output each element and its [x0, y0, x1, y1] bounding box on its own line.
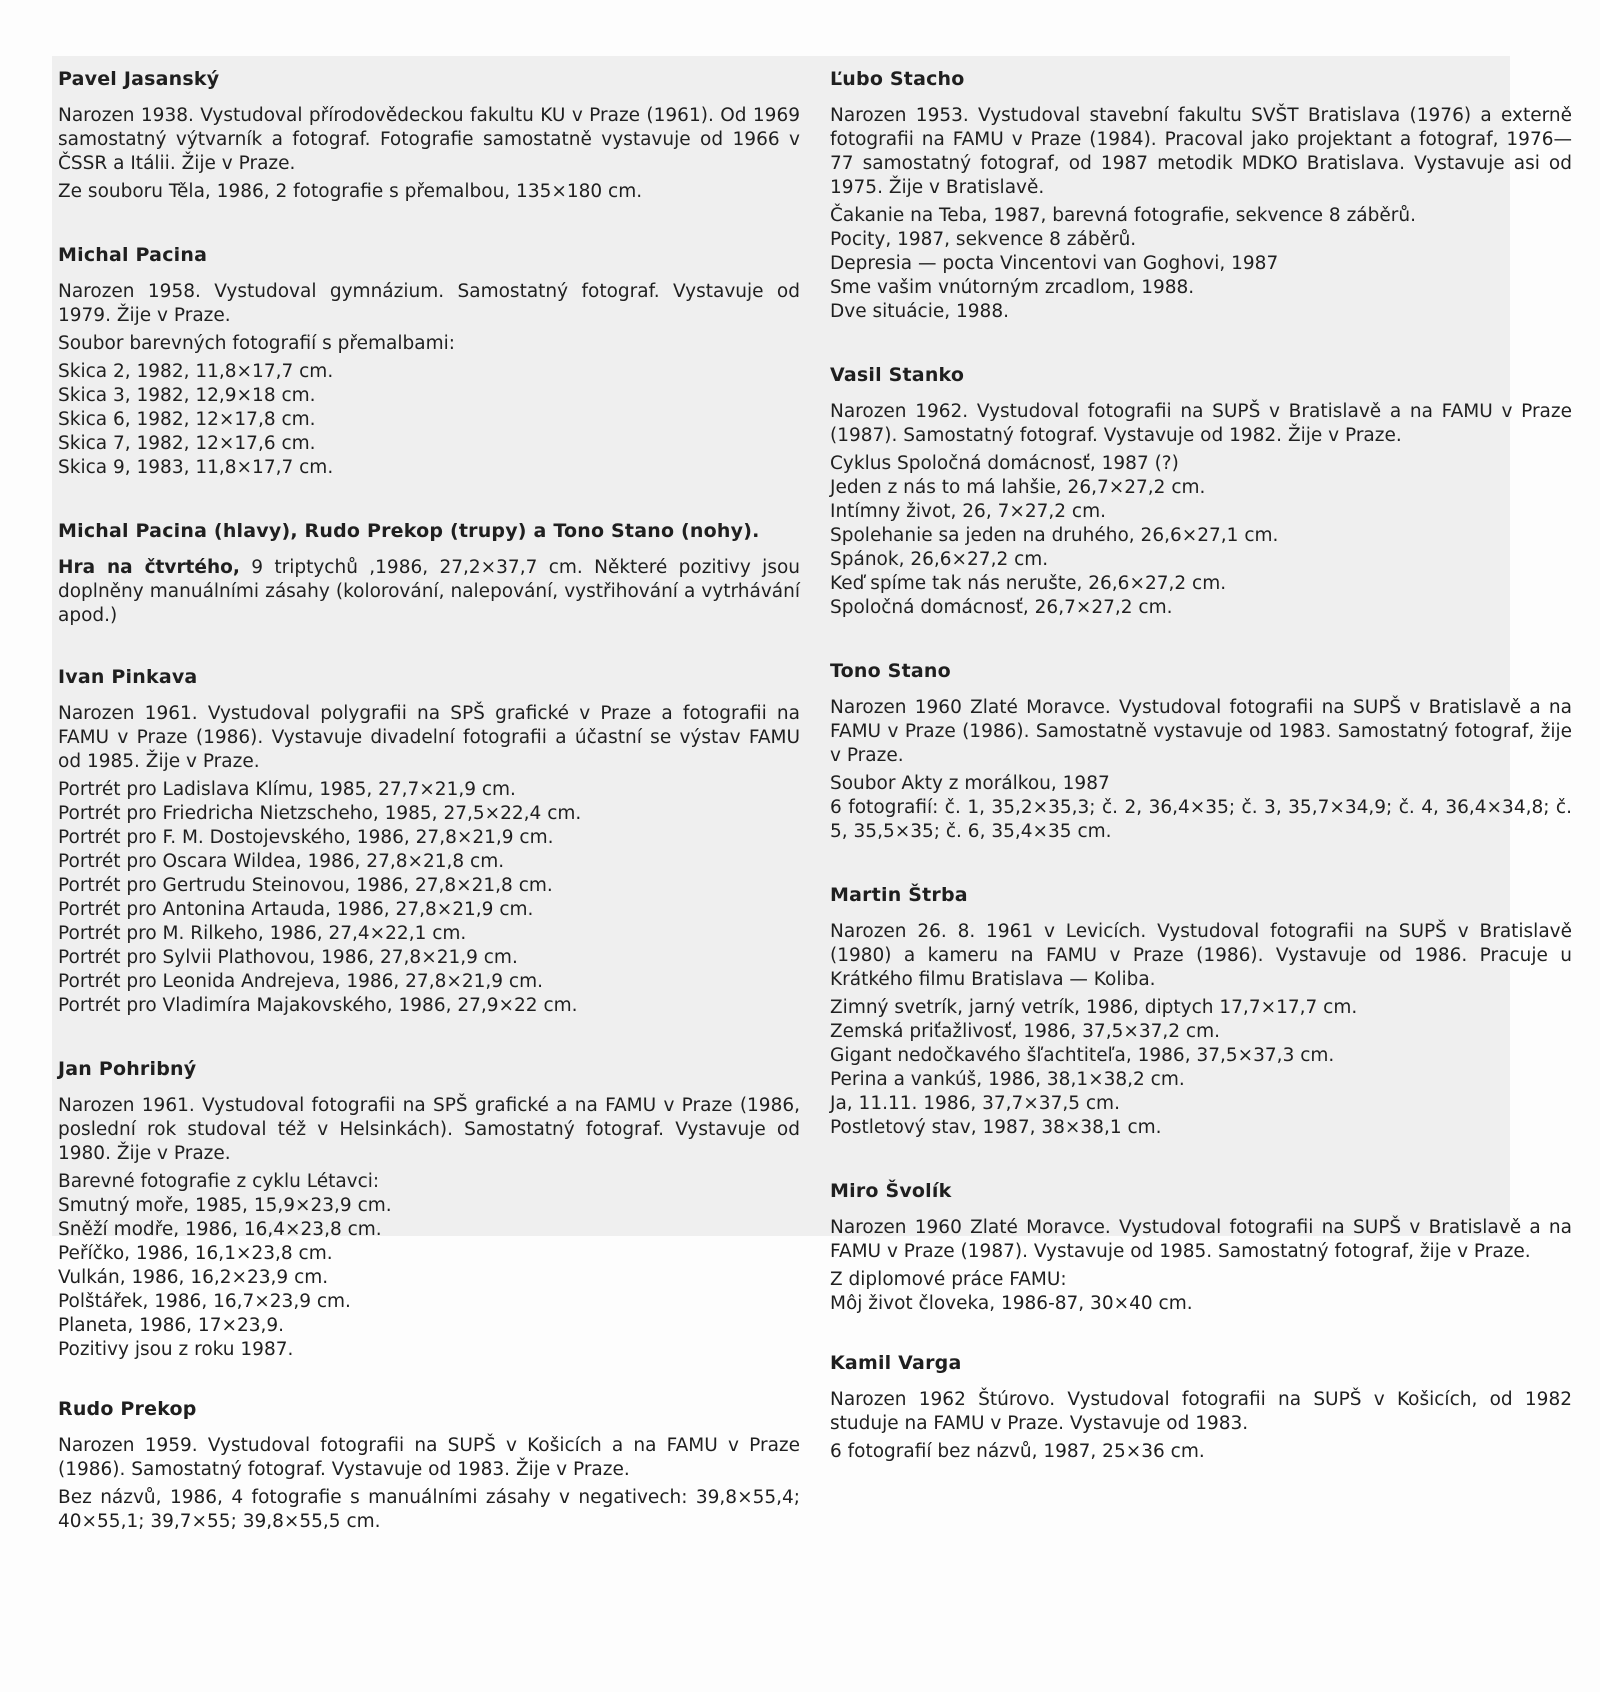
work-item: 6 fotografií: č. 1, 35,2×35,3; č. 2, 36,4×35; č. 3, 35,7×34,9; č. 4, 36,4×34,8; č. 5, 35,5×35; č. 6, 35,4×35 cm. [830, 797, 1572, 842]
work-list [58, 180, 800, 204]
work-item: Z diplomové práce FAMU: [830, 1269, 1067, 1290]
work-list [830, 204, 1572, 324]
artist-bio: Narozen 1959. Vystudoval fotografii na SUPŠ v Košicích a na FAMU v Praze (1986). Samostatný fotograf. Vystavuje od 1983. Žije v Praze. [58, 1435, 800, 1480]
artist-bio: Narozen 1960 Zlaté Moravce. Vystudoval fotografii na SUPŠ v Bratislavě a na FAMU v Praze (1987). Vystavuje od 1985. Samostatný fotograf, žije v Praze. [830, 1217, 1572, 1262]
work-item: 6 fotografií bez názvů, 1987, 25×36 cm. [830, 1441, 1205, 1462]
entry-martin-strba [830, 884, 1572, 1140]
left-column [58, 68, 800, 1568]
work-item: Portrét pro Friedricha Nietzscheho, 1985, 27,5×22,4 cm. [58, 803, 582, 824]
work-item: Skica 7, 1982, 12×17,6 cm. [58, 433, 316, 454]
work-item: Spoločná domácnosť, 26,7×27,2 cm. [830, 597, 1173, 618]
work-list [830, 772, 1572, 844]
work-title: Hra na čtvrtého, [58, 557, 240, 578]
work-item: Zimný svetrík, jarný vetrík, 1986, diptych 17,7×17,7 cm. [830, 997, 1358, 1018]
artist-name: Martin Štrba [830, 884, 968, 906]
work-description: 9 triptychů ,1986, 27,2×37,7 cm. Některé pozitivy jsou doplněny manuálními zásahy (kolorování, nalepování, vystřihování a vytrhávání apod.) [58, 557, 801, 626]
entry-collaboration [58, 520, 800, 628]
work-list [830, 996, 1572, 1140]
work-item: Portrét pro Leonida Andrejeva, 1986, 27,8×21,9 cm. [58, 971, 543, 992]
artist-bio: Narozen 1961. Vystudoval fotografii na SPŠ grafické a na FAMU v Praze (1986, poslední rok studoval též v Helsinkách). Samostatný fotograf. Vystavuje od 1980. Žije v Praze. [58, 1095, 800, 1164]
work-item: Portrét pro Oscara Wildea, 1986, 27,8×21,8 cm. [58, 851, 505, 872]
work-item: Planeta, 1986, 17×23,9. [58, 1315, 285, 1336]
work-item: Spánok, 26,6×27,2 cm. [830, 549, 1049, 570]
work-item: Pocity, 1987, sekvence 8 záběrů. [830, 229, 1137, 250]
artist-bio: Narozen 1958. Vystudoval gymnázium. Samostatný fotograf. Vystavuje od 1979. Žije v Praze. [58, 281, 800, 326]
entry-rudo-prekop [58, 1398, 800, 1534]
work-item: Keď spíme tak nás nerušte, 26,6×27,2 cm. [830, 573, 1227, 594]
work-item: Intímny život, 26, 7×27,2 cm. [830, 501, 1107, 522]
artist-bio: Narozen 1961. Vystudoval polygrafii na SPŠ grafické v Praze a fotografii na FAMU v Praze (1986). Vystavuje divadelní fotografii a účastní se výstav FAMU od 1985. Žije v Praze. [58, 703, 800, 772]
entry-jan-pohribny [58, 1058, 800, 1362]
work-list [830, 1440, 1572, 1464]
work-item: Portrét pro M. Rilkeho, 1986, 27,4×22,1 cm. [58, 923, 467, 944]
artist-bio: Narozen 1962. Vystudoval fotografii na SUPŠ v Bratislavě a na FAMU v Praze (1987). Samostatný fotograf. Vystavuje od 1982. Žije v Praze. [830, 401, 1572, 446]
work-item: Portrét pro Ladislava Klímu, 1985, 27,7×21,9 cm. [58, 779, 516, 800]
work-item: Polštářek, 1986, 16,7×23,9 cm. [58, 1291, 351, 1312]
entry-pavel-jasansky [58, 68, 800, 204]
artist-name: Rudo Prekop [58, 1398, 197, 1420]
artist-bio: Narozen 26. 8. 1961 v Levicích. Vystudoval fotografii na SUPŠ v Bratislavě (1980) a kameru na FAMU v Praze (1986). Vystavuje od 1986. Pracuje u Krátkého filmu Bratislava — Koliba. [830, 921, 1572, 990]
artist-name: Tono Stano [830, 660, 951, 682]
artist-name: Vasil Stanko [830, 364, 965, 386]
work-item: Vulkán, 1986, 16,2×23,9 cm. [58, 1267, 329, 1288]
work-list [58, 360, 800, 480]
entry-tono-stano [830, 660, 1572, 844]
work-item: Dve situácie, 1988. [830, 301, 1009, 322]
artist-name: Ľubo Stacho [830, 68, 965, 90]
work-item: Portrét pro Antonina Artauda, 1986, 27,8×21,9 cm. [58, 899, 534, 920]
work-item: Cyklus Spoločná domácnosť, 1987 (?) [830, 453, 1179, 474]
work-item: Depresia — pocta Vincentovi van Goghovi, 1987 [830, 253, 1279, 274]
work-list [58, 1486, 800, 1534]
work-item: Skica 2, 1982, 11,8×17,7 cm. [58, 361, 334, 382]
work-item: Skica 6, 1982, 12×17,8 cm. [58, 409, 316, 430]
work-item: Ja, 11.11. 1986, 37,7×37,5 cm. [830, 1093, 1120, 1114]
work-item: Gigant nedočkavého šľachtiteľa, 1986, 37,5×37,3 cm. [830, 1045, 1335, 1066]
work-item: Barevné fotografie z cyklu Létavci: [58, 1171, 380, 1192]
entry-ivan-pinkava [58, 666, 800, 1018]
entry-lubo-stacho [830, 68, 1572, 324]
work-item: Bez názvů, 1986, 4 fotografie s manuálními zásahy v negativech: 39,8×55,4; 40×55,1; 39,7×55; 39,8×55,5 cm. [58, 1487, 800, 1532]
right-column [830, 68, 1572, 1498]
work-item: Pozitivy jsou z roku 1987. [58, 1339, 294, 1360]
entry-vasil-stanko [830, 364, 1572, 620]
artist-bio: Narozen 1960 Zlaté Moravce. Vystudoval fotografii na SUPŠ v Bratislavě a na FAMU v Praze (1986). Samostatně vystavuje od 1983. Samostatný fotograf, žije v Praze. [830, 697, 1572, 766]
work-item: Skica 9, 1983, 11,8×17,7 cm. [58, 457, 334, 478]
work-item: Postletový stav, 1987, 38×38,1 cm. [830, 1117, 1162, 1138]
artist-name: Michal Pacina [58, 244, 208, 266]
artist-bio: Narozen 1953. Vystudoval stavební fakultu SVŠT Bratislava (1976) a externě fotografii na FAMU v Praze (1984). Pracoval jako projektant a fotograf, 1976—77 samostatný fotograf, od 1987 metodik MDKO Bratislava. Vystavuje asi od 1975. Žije v Bratislavě. [830, 105, 1572, 198]
work-item: Portrét pro F. M. Dostojevského, 1986, 27,8×21,9 cm. [58, 827, 554, 848]
artist-name: Michal Pacina (hlavy), Rudo Prekop (trupy) a Tono Stano (nohy). [58, 520, 760, 542]
entry-miro-svolik [830, 1180, 1572, 1316]
work-list [830, 1268, 1572, 1316]
work-item: Skica 3, 1982, 12,9×18 cm. [58, 385, 316, 406]
artist-bio: Narozen 1938. Vystudoval přírodovědeckou fakultu KU v Praze (1961). Od 1969 samostatný výtvarník a fotograf. Fotografie samostatně vystavuje od 1966 v ČSSR a Itálii. Žije v Praze. [58, 105, 800, 174]
work-item: Sme vašim vnútorným zrcadlom, 1988. [830, 277, 1195, 298]
artist-name: Pavel Jasanský [58, 68, 220, 90]
work-item: Zemská priťažlivosť, 1986, 37,5×37,2 cm. [830, 1021, 1220, 1042]
work-item: Jeden z nás to má lahšie, 26,7×27,2 cm. [830, 477, 1206, 498]
artist-name: Jan Pohribný [58, 1058, 197, 1080]
entry-kamil-varga [830, 1352, 1572, 1464]
work-item: Portrét pro Vladimíra Majakovského, 1986, 27,9×22 cm. [58, 995, 578, 1016]
work-item: Spolehanie sa jeden na druhého, 26,6×27,1 cm. [830, 525, 1279, 546]
work-item: Sněží modře, 1986, 16,4×23,8 cm. [58, 1219, 382, 1240]
artist-bio [58, 556, 800, 628]
artist-name: Miro Švolík [830, 1180, 952, 1202]
work-item: Môj život človeka, 1986-87, 30×40 cm. [830, 1293, 1193, 1314]
work-list [58, 1170, 800, 1362]
work-item: Ze souboru Těla, 1986, 2 fotografie s přemalbou, 135×180 cm. [58, 181, 643, 202]
work-list [830, 452, 1572, 620]
work-item: Smutný moře, 1985, 15,9×23,9 cm. [58, 1195, 392, 1216]
work-list [58, 778, 800, 1018]
work-intro: Soubor barevných fotografií s přemalbami: [58, 333, 455, 354]
work-item: Soubor Akty z morálkou, 1987 [830, 773, 1110, 794]
work-item: Perina a vankúš, 1986, 38,1×38,2 cm. [830, 1069, 1185, 1090]
work-item: Portrét pro Gertrudu Steinovou, 1986, 27,8×21,8 cm. [58, 875, 553, 896]
work-item: Čakanie na Teba, 1987, barevná fotografie, sekvence 8 záběrů. [830, 205, 1416, 226]
artist-name: Kamil Varga [830, 1352, 962, 1374]
work-item: Peříčko, 1986, 16,1×23,8 cm. [58, 1243, 333, 1264]
work-item: Portrét pro Sylvii Plathovou, 1986, 27,8×21,9 cm. [58, 947, 518, 968]
entry-michal-pacina [58, 244, 800, 480]
artist-bio: Narozen 1962 Štúrovo. Vystudoval fotografii na SUPŠ v Košicích, od 1982 studuje na FAMU v Praze. Vystavuje od 1983. [830, 1389, 1572, 1434]
artist-name: Ivan Pinkava [58, 666, 198, 688]
